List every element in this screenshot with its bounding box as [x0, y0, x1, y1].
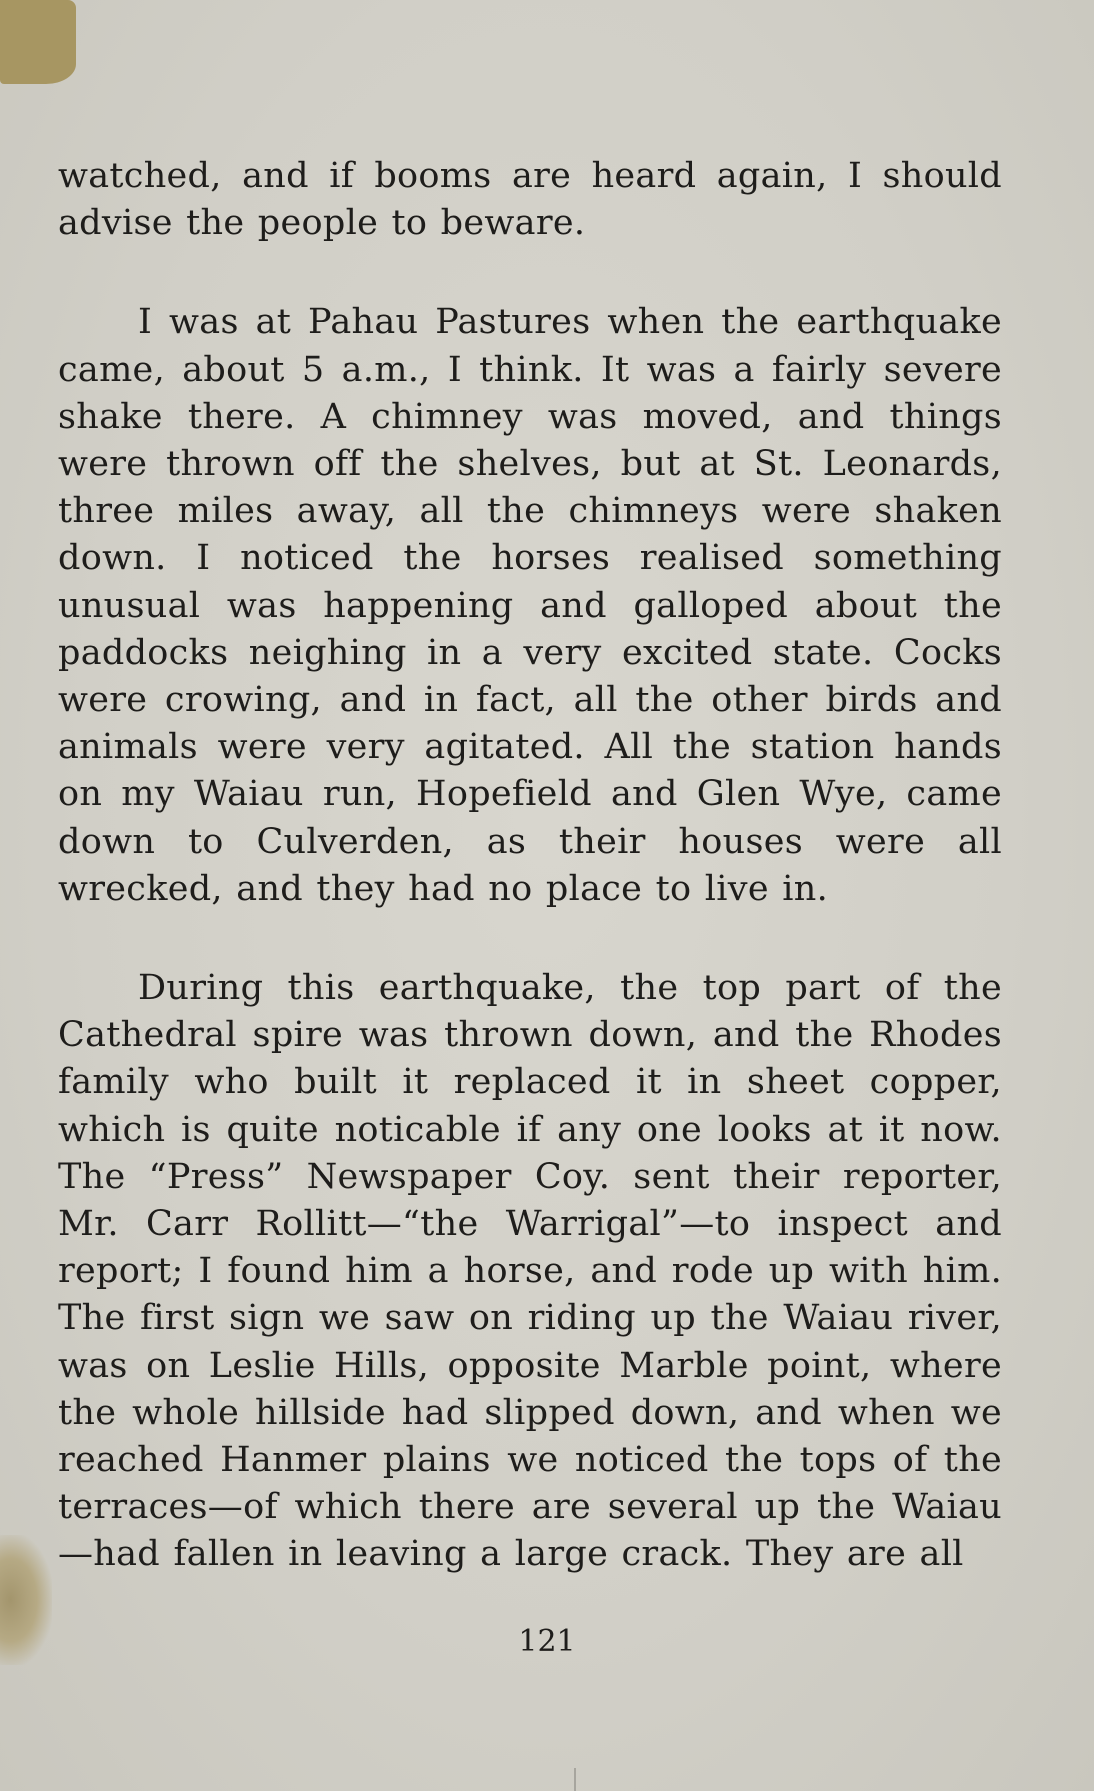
page-number: 121 [518, 1624, 576, 1659]
paragraph-continuation: watched, and if booms are heard again, I should advise the people to beware. [58, 156, 1002, 244]
paper-stain-top [0, 0, 76, 84]
body-text [58, 153, 1002, 1579]
paragraph-cathedral: During this earthquake, the top part of the Cathedral spire was thrown down, and the Rhodes family who built it replaced it in sheet copper, which is quite noticable if any one looks at it now. The “Press” Newspaper Coy. sent their reporter, Mr. Carr Rollitt—“the Warrigal”—to inspect and report; I found him a horse, and rode up with him. The first sign we saw on riding up the Waiau river, was on Leslie Hills, opposite Marble point, where the whole hillside had slipped down, and when we reached Hanmer plains we noticed the tops of the terraces—of which there are several up the Waiau—had fallen in leaving a large crack. They are all [58, 968, 1002, 1575]
paragraph-earthquake: I was at Pahau Pastures when the earthquake came, about 5 a.m., I think. It was a fairly severe shake there. A chimney was moved, and things were thrown off the shelves, but at St. Leonards, three miles away, all the chimneys were shaken down. I noticed the horses realised something unusual was happening and galloped about the paddocks neighing in a very excited state. Cocks were crowing, and in fact, all the other birds and animals were very agitated. All the station hands on my Waiau run, Hopefield and Glen Wye, came down to Culverden, as their houses were all wrecked, and they had no place to live in. [58, 302, 1002, 909]
fold-mark [574, 1768, 576, 1791]
